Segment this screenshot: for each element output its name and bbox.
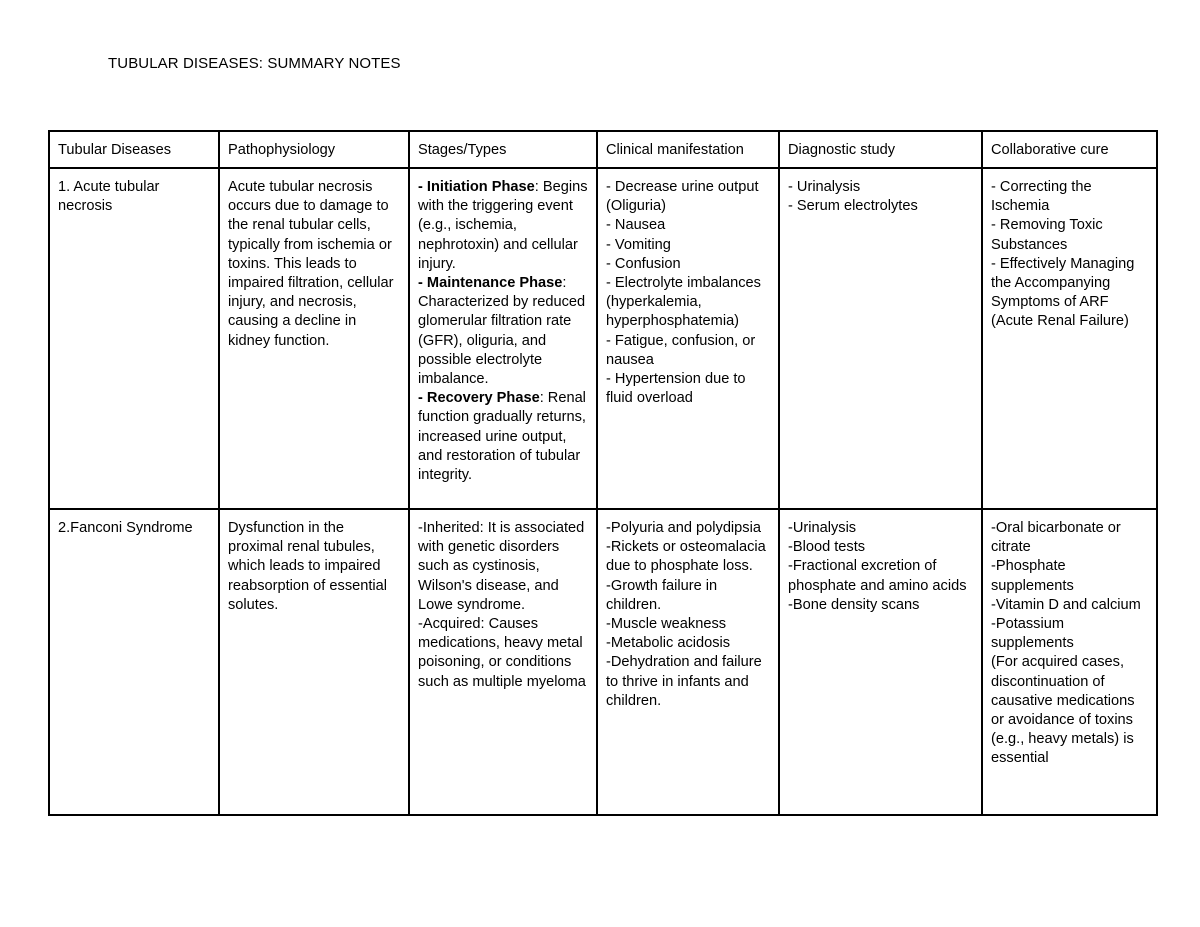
cell-clinical: [597, 509, 779, 815]
cell-pathophysiology: Acute tubular necrosis occurs due to damage to the renal tubular cells, typically from ischemia or toxins. This leads to impaired filtration, cellular injury, and necrosis, causing a decline in kidney function.: [219, 168, 409, 509]
list-item: -Acquired: Causes medications, heavy metal poisoning, or conditions such as multiple myeloma: [418, 616, 586, 690]
cell-disease: 1. Acute tubular necrosis: [49, 168, 219, 509]
stage-label: - Maintenance Phase: [418, 275, 563, 292]
cell-pathophysiology: Dysfunction in the proximal renal tubules, which leads to impaired reabsorption of essential solutes.: [219, 509, 409, 815]
stage-item: [418, 274, 588, 389]
list-item: - Confusion: [606, 255, 681, 272]
header-collaborative-cure: Collaborative cure: [982, 131, 1157, 168]
cell-stages: [409, 168, 597, 509]
list-item: -Dehydration and failure to thrive in infants and children.: [606, 654, 762, 709]
cell-disease: 2.Fanconi Syndrome: [49, 509, 219, 815]
cell-cure: [982, 509, 1157, 815]
list-item: -Urinalysis: [788, 520, 857, 536]
list-item: -Phosphate supplements: [991, 558, 1074, 594]
stage-item: [418, 178, 588, 274]
list-item: -Potassium supplements: [991, 616, 1074, 652]
list-item: -Muscle weakness: [606, 616, 727, 633]
stage-text: : Renal function gradually returns, increased urine output, and restoration of tubular integrity.: [418, 390, 586, 484]
cell-clinical: [597, 168, 779, 509]
list-item: - Nausea: [606, 217, 666, 234]
header-tubular-diseases: Tubular Diseases: [49, 131, 219, 168]
list-item: - Hypertension due to fluid overload: [606, 371, 746, 407]
header-stages-types: Stages/Types: [409, 131, 597, 168]
document-title: TUBULAR DISEASES: SUMMARY NOTES: [108, 55, 401, 72]
list-item: -Growth failure in children.: [606, 577, 718, 613]
summary-table: [48, 130, 1158, 816]
list-item: - Urinalysis: [788, 179, 861, 195]
list-item: -Oral bicarbonate or citrate: [991, 520, 1121, 556]
list-item: -Fractional excretion of phosphate and amino acids: [788, 558, 967, 594]
list-item: - Correcting the Ischemia: [991, 179, 1092, 215]
header-clinical-manifestation: Clinical manifestation: [597, 131, 779, 168]
list-item: - Removing Toxic Substances: [991, 217, 1103, 253]
list-item: -Metabolic acidosis: [606, 635, 731, 652]
list-item: - Effectively Managing the Accompanying Symptoms of ARF (Acute Renal Failure): [991, 255, 1135, 330]
list-item: - Vomiting: [606, 236, 671, 253]
stage-text: : Begins with the triggering event (e.g., ischemia, nephrotoxin) and cellular injury.: [418, 179, 588, 272]
list-item: -Vitamin D and calcium: [991, 596, 1141, 613]
list-item: -Blood tests: [788, 539, 866, 556]
stage-text: : Characterized by reduced glomerular filtration rate (GFR), oliguria, and possible electrolyte imbalance.: [418, 275, 586, 388]
list-item: - Serum electrolytes: [788, 198, 918, 215]
stage-label: - Recovery Phase: [418, 390, 540, 407]
cell-stages: [409, 509, 597, 815]
list-item: - Electrolyte imbalances (hyperkalemia, hyperphosphatemia): [606, 275, 761, 330]
cell-diagnostic: [779, 168, 982, 509]
table-header-row: [49, 131, 1157, 168]
list-item: -Inherited: It is associated with genetic disorders such as cystinosis, Wilson's disease, and Lowe syndrome.: [418, 520, 585, 613]
stage-label: - Initiation Phase: [418, 179, 535, 195]
table-row: [49, 168, 1157, 509]
list-item: (For acquired cases, discontinuation of causative medications or avoidance of toxins (e.g., heavy metals) is essential: [991, 654, 1135, 767]
list-item: -Rickets or osteomalacia due to phosphate loss.: [606, 539, 766, 575]
list-item: - Decrease urine output (Oliguria): [606, 179, 759, 215]
header-diagnostic-study: Diagnostic study: [779, 131, 982, 168]
table-row: [49, 509, 1157, 815]
list-item: -Bone density scans: [788, 596, 920, 613]
header-pathophysiology: Pathophysiology: [219, 131, 409, 168]
cell-diagnostic: [779, 509, 982, 815]
list-item: -Polyuria and polydipsia: [606, 520, 761, 536]
stage-item: [418, 389, 588, 485]
list-item: - Fatigue, confusion, or nausea: [606, 332, 756, 368]
cell-cure: [982, 168, 1157, 509]
